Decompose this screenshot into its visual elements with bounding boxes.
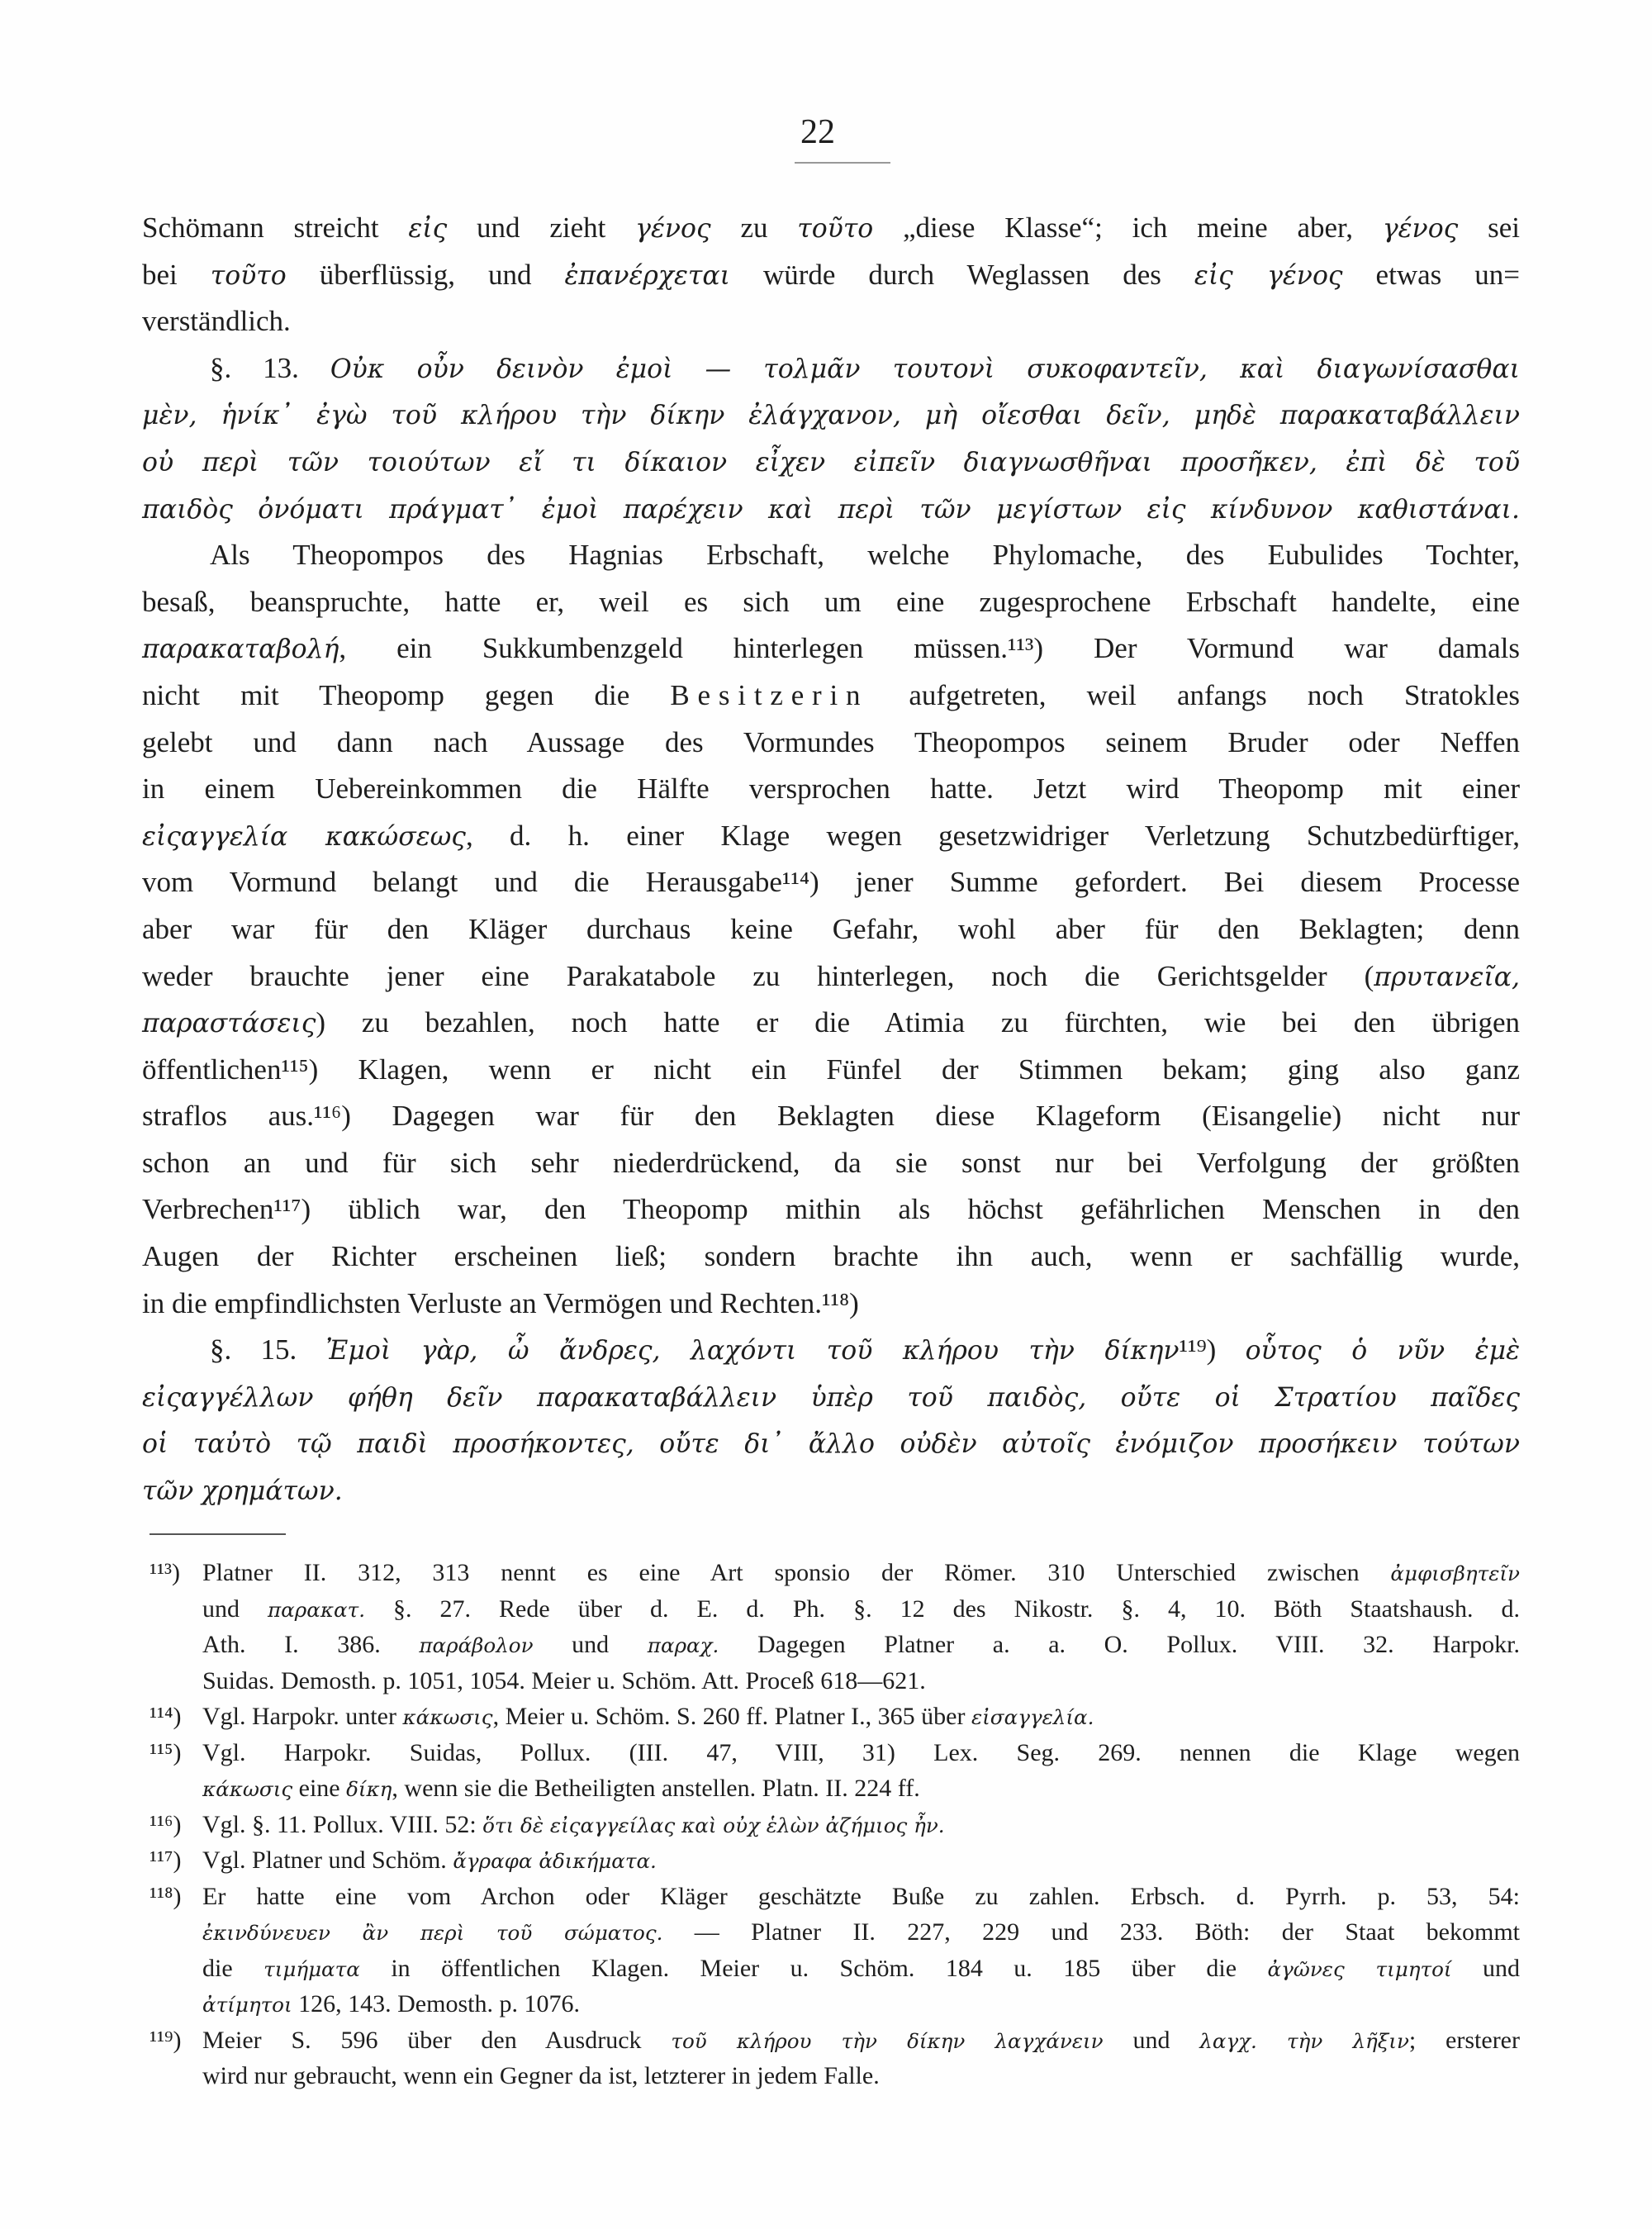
- greek-text: ἐπανέρχεται: [564, 260, 730, 291]
- greek-text: ἀγῶνες τιμητοί: [1267, 1956, 1452, 1981]
- text-run: , Meier u. Schöm. S. 260 ff. Platner I., 365 über: [492, 1703, 971, 1730]
- greek-text: παραστάσεις: [142, 1009, 316, 1039]
- text-run: §. 13.: [210, 351, 330, 384]
- greek-text: τοῦτο: [797, 214, 874, 244]
- text-run: nicht mit Theopomp gegen die: [142, 678, 671, 711]
- text-line: [142, 205, 1520, 252]
- text-line: [142, 1233, 1520, 1281]
- greek-text: τοῦτο: [210, 260, 287, 291]
- greek-text: ἄγραφα ἀδικήματα.: [453, 1849, 657, 1873]
- text-line: [142, 1047, 1520, 1094]
- text-run: , wenn sie die Betheiligten anstellen. Platn. II. 224 ff.: [392, 1775, 920, 1802]
- text-line: [142, 720, 1520, 767]
- text-line: [142, 906, 1520, 953]
- text-run: Schömann streicht: [142, 211, 409, 244]
- greek-text: εἰς γένος: [1194, 260, 1343, 291]
- footnote-number: ¹¹⁵): [150, 1738, 182, 1766]
- text-run: Augen der Richter erscheinen ließ; sondern brachte ihn auch, wenn er sachfällig wurde,: [142, 1240, 1520, 1273]
- text-run: schon an und für sich sehr niederdrückend, da sie sonst nur bei Verfolgung der größten: [142, 1146, 1520, 1179]
- greek-text: τοῦ κλήρου τὴν δίκην λαγχάνειν: [671, 2028, 1104, 2053]
- text-run: und: [1451, 1954, 1521, 1982]
- greek-text: τιμήματα: [263, 1956, 360, 1981]
- footnote-line: [150, 1879, 1520, 1915]
- footnote: [150, 1699, 1520, 1735]
- greek-text: εἰσαγγελία.: [971, 1705, 1094, 1729]
- footnote-line: [150, 1591, 1520, 1628]
- text-line: [142, 579, 1520, 626]
- greek-text: λαγχ. τὴν λῆξιν: [1199, 2028, 1409, 2053]
- text-run: Verbrechen¹¹⁷) üblich war, den Theopomp mithin als höchst gefährlichen Menschen in den: [142, 1193, 1520, 1226]
- text-run: und: [1103, 2026, 1200, 2054]
- footnote-line: [150, 1951, 1520, 1987]
- text-run: zu: [710, 211, 798, 244]
- text-line: [142, 1093, 1520, 1140]
- greek-text: μὲν, ἡνίκ᾽ ἐγὼ τοῦ κλήρου τὴν δίκην ἐλάγχανον, μὴ οἴεσθαι δεῖν, μηδὲ παρακαταβάλλειν: [142, 401, 1520, 431]
- text-run: etwas un=: [1342, 258, 1520, 291]
- greek-text: εἰς: [408, 214, 448, 244]
- footnote: [150, 1879, 1520, 2022]
- footnote-line: [150, 1914, 1520, 1951]
- footnote: [150, 1807, 1520, 1843]
- footnote-number: ¹¹⁶): [150, 1810, 182, 1838]
- greek-text: τῶν χρημάτων.: [142, 1476, 343, 1507]
- text-line: [142, 1420, 1520, 1467]
- footnote-line: [150, 1842, 1520, 1879]
- text-line: [142, 1140, 1520, 1187]
- footnote-line: [150, 1770, 1520, 1807]
- text-run: eine: [292, 1775, 347, 1802]
- footnote-line: [150, 1699, 1520, 1735]
- text-run: wird nur gebraucht, wenn ein Gegner da ist, letzterer in jedem Falle.: [202, 2062, 880, 2089]
- text-run: in öffentlichen Klagen. Meier u. Schöm. 184 u. 185 über die: [359, 1954, 1268, 1982]
- greek-text: κάκωσις: [402, 1705, 493, 1729]
- text-run: Ath. I. 386.: [202, 1631, 420, 1658]
- text-line: [142, 859, 1520, 906]
- text-line: [142, 1186, 1520, 1233]
- greek-text: πρυτανεῖα,: [1374, 962, 1520, 992]
- text-run: ) zu bezahlen, noch hatte er die Atimia zu fürchten, wie bei den übrigen: [316, 1006, 1520, 1039]
- text-run: §. 15.: [210, 1333, 326, 1366]
- text-run: und zieht: [447, 211, 636, 244]
- text-line: [142, 813, 1520, 860]
- text-run: und: [202, 1595, 268, 1623]
- footnote-number: ¹¹⁷): [150, 1846, 182, 1874]
- text-run: gelebt und dann nach Aussage des Vormundes Theopompos seinem Bruder oder Neffen: [142, 725, 1520, 758]
- text-line: [142, 439, 1520, 486]
- paragraph: [142, 205, 1520, 345]
- greek-text: Ἐμοὶ γὰρ, ὦ ἄνδρες, λαχόντι τοῦ κλήρου τὴν δίκην: [325, 1336, 1180, 1366]
- text-run: Suidas. Demosth. p. 1051, 1054. Meier u. Schöm. Att. Proceß 618—621.: [202, 1666, 926, 1694]
- greek-text: ἐκινδύνευεν ἂν περὶ τοῦ σώματος.: [202, 1921, 663, 1945]
- text-line: [142, 1000, 1520, 1047]
- footnote-line: [150, 2058, 1520, 2094]
- text-run: die: [202, 1954, 264, 1982]
- text-line: [142, 1327, 1520, 1374]
- main-text: [142, 205, 1520, 1514]
- text-run: Vgl. §. 11. Pollux. VIII. 52:: [202, 1810, 483, 1838]
- greek-text: παραχ.: [647, 1633, 719, 1657]
- text-line: [142, 953, 1520, 1000]
- footnote: [150, 1735, 1520, 1807]
- text-run: 126, 143. Demosth. p. 1076.: [292, 1990, 580, 2018]
- greek-text: παρακατ.: [268, 1597, 366, 1622]
- paragraph: [142, 1327, 1520, 1514]
- text-line: [142, 252, 1520, 299]
- paragraph: [142, 532, 1520, 1327]
- text-line: [142, 1281, 1520, 1328]
- footnote-number: ¹¹³): [150, 1559, 180, 1586]
- text-run: weder brauchte jener eine Parakatabole zu hinterlegen, noch die Gerichtsgelder (: [142, 959, 1374, 992]
- greek-text: οὗτος ὁ νῦν ἐμὲ: [1245, 1336, 1521, 1366]
- text-run: Dagegen Platner a. a. O. Pollux. VIII. 32. Harpokr.: [719, 1631, 1521, 1658]
- text-run: straflos aus.¹¹⁶) Dagegen war für den Beklagten diese Klageform (Eisangelie) nicht nur: [142, 1100, 1520, 1133]
- footnote-line: [150, 1807, 1520, 1843]
- text-run: Platner II. 312, 313 nennt es eine Art sponsio der Römer. 310 Unterschied zwischen: [202, 1559, 1391, 1586]
- text-line: [142, 1467, 1520, 1514]
- greek-text: ἀμφισβητεῖν: [1390, 1561, 1520, 1585]
- footnotes: [150, 1555, 1520, 2094]
- text-run: , ein Sukkumbenzgeld hinterlegen müssen.¹¹³) Der Vormund war damals: [339, 632, 1520, 665]
- text-run: aufgetreten, weil anfangs noch Stratokles: [868, 678, 1520, 711]
- footnote-line: [150, 1986, 1520, 2022]
- text-run: besaß, beanspruchte, hatte er, weil es sich um eine zugesprochene Erbschaft handelte, eine: [142, 585, 1520, 618]
- text-run: §. 27. Rede über d. E. d. Ph. §. 12 des Nikostr. §. 4, 10. Böth Staatshaush. d.: [365, 1595, 1520, 1623]
- text-run: — Platner II. 227, 229 und 233. Böth: der Staat bekommt: [662, 1918, 1520, 1946]
- footnote: [150, 1555, 1520, 1699]
- spaced-text: Besitzerin: [670, 678, 869, 711]
- text-line: [142, 1374, 1520, 1421]
- greek-text: δίκη: [346, 1777, 392, 1801]
- text-run: ; ersterer: [1408, 2026, 1520, 2054]
- footnote-number: ¹¹⁸): [150, 1882, 182, 1910]
- text-run: verständlich.: [142, 305, 291, 338]
- footnote-number: ¹¹⁴): [150, 1703, 182, 1730]
- text-run: Vgl. Harpokr. Suidas, Pollux. (III. 47, VIII, 31) Lex. Seg. 269. nennen die Klage wegen: [202, 1738, 1520, 1766]
- text-line: [142, 298, 1520, 345]
- text-run: aber war für den Kläger durchaus keine Gefahr, wohl aber für den Beklagten; denn: [142, 912, 1520, 945]
- greek-text: γένος: [635, 214, 711, 244]
- text-line: [142, 345, 1520, 392]
- text-run: in einem Uebereinkommen die Hälfte versprochen hatte. Jetzt wird Theopomp mit einer: [142, 772, 1520, 806]
- footnote-line: [150, 1735, 1520, 1771]
- text-run: Vgl. Harpokr. unter: [202, 1703, 403, 1730]
- text-run: vom Vormund belangt und die Herausgabe¹¹⁴) jener Summe gefordert. Bei diesem Processe: [142, 866, 1520, 899]
- greek-text: ὅτι δὲ εἰςαγγείλας καὶ οὐχ ἑλὼν ἀζήμιος ἦν.: [482, 1813, 945, 1837]
- greek-text: κάκωσις: [202, 1777, 293, 1801]
- greek-text: οὐ περὶ τῶν τοιούτων εἴ τι δίκαιον εἶχεν εἰπεῖν διαγνωσθῆναι προσῆκεν, ἐπὶ δὲ τοῦ: [142, 447, 1520, 478]
- text-line: [142, 532, 1520, 579]
- greek-text: Οὐκ οὖν δεινὸν ἐμοὶ — τολμᾶν τουτονὶ συκοφαντεῖν, καὶ διαγωνίσασθαι: [330, 354, 1520, 384]
- greek-text: ἀτίμητοι: [202, 1993, 292, 2017]
- text-run: bei: [142, 258, 211, 291]
- page-number-rule: [795, 162, 890, 164]
- footnote-line: [150, 1555, 1520, 1591]
- greek-text: παιδὸς ὀνόματι πράγματ᾽ ἐμοὶ παρέχειν καὶ περὶ τῶν μεγίστων εἰς κίνδυνον καθιστάναι.: [142, 494, 1520, 525]
- greek-text: παράβολον: [419, 1633, 534, 1657]
- greek-text: εἰςαγγέλλων φήθη δεῖν παρακαταβάλλειν ὑπὲρ τοῦ παιδὸς, οὔτε οἱ Στρατίου παῖδες: [142, 1382, 1520, 1413]
- text-run: Meier S. 596 über den Ausdruck: [202, 2026, 672, 2054]
- text-run: überflüssig, und: [286, 258, 565, 291]
- footnote-divider: [150, 1533, 286, 1535]
- greek-text: εἰςαγγελία κακώσεως: [142, 821, 466, 852]
- text-line: [142, 392, 1520, 439]
- text-run: Er hatte eine vom Archon oder Kläger geschätzte Buße zu zahlen. Erbsch. d. Pyrrh. p. 53, 54:: [202, 1882, 1520, 1910]
- text-run: und: [533, 1631, 648, 1658]
- greek-text: οἱ ταὐτὸ τῷ παιδὶ προσήκοντες, οὔτε δι᾽ ἄλλο οὐδὲν αὐτοῖς ἐνόμιζον προσήκειν τούτων: [142, 1429, 1520, 1460]
- footnote: [150, 2022, 1520, 2094]
- text-run: öffentlichen¹¹⁵) Klagen, wenn er nicht ein Fünfel der Stimmen bekam; ging also ganz: [142, 1053, 1520, 1086]
- text-run: Als Theopompos des Hagnias Erbschaft, welche Phylomache, des Eubulides Tochter,: [210, 539, 1520, 572]
- text-run: sei: [1458, 211, 1520, 244]
- greek-text: γένος: [1382, 214, 1459, 244]
- text-line: [142, 625, 1520, 673]
- footnote-line: [150, 1627, 1520, 1663]
- text-run: , d. h. einer Klage wegen gesetzwidriger Verletzung Schutzbedürftiger,: [465, 819, 1520, 852]
- footnote-number: ¹¹⁹): [150, 2026, 182, 2054]
- text-run: Vgl. Platner und Schöm.: [202, 1846, 453, 1874]
- text-line: [142, 673, 1520, 720]
- paragraph: [142, 345, 1520, 532]
- text-line: [142, 766, 1520, 813]
- text-run: in die empfindlichsten Verluste an Vermögen und Rechten.¹¹⁸): [142, 1286, 859, 1319]
- text-run: würde durch Weglassen des: [729, 258, 1194, 291]
- footnote: [150, 1842, 1520, 1879]
- greek-text: παρακαταβολή: [142, 634, 339, 665]
- text-run: ¹¹⁹): [1179, 1333, 1246, 1366]
- footnote-line: [150, 1663, 1520, 1699]
- text-line: [142, 486, 1520, 533]
- text-run: „diese Klasse“; ich meine aber,: [873, 211, 1383, 244]
- page-number: 22: [800, 113, 835, 151]
- footnote-line: [150, 2022, 1520, 2059]
